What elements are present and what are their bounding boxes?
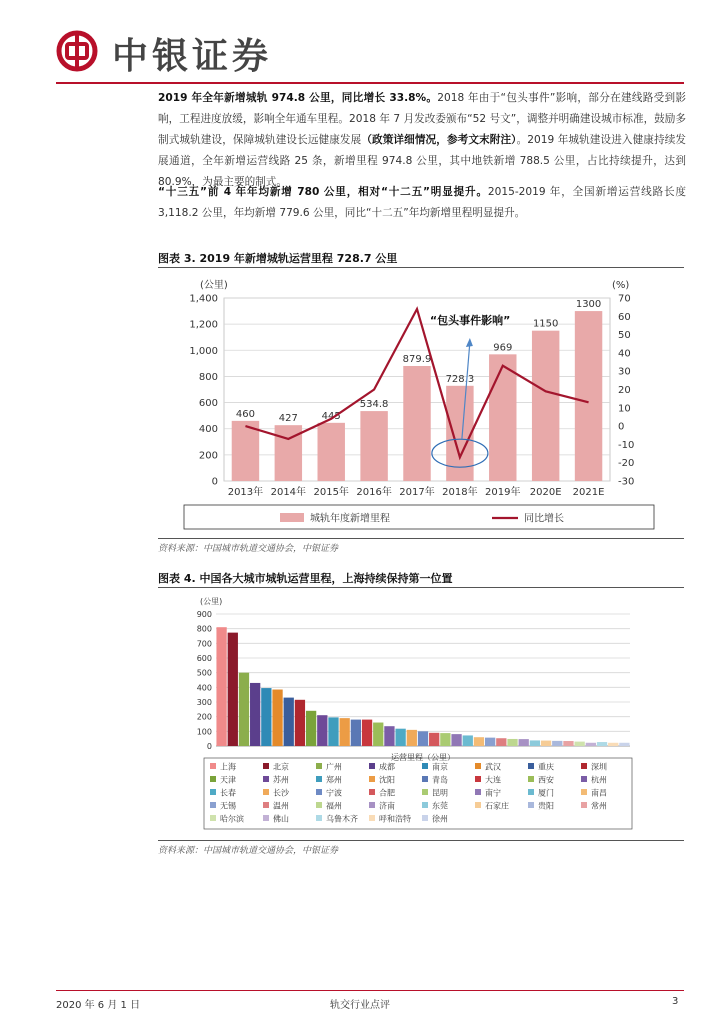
y2-tick-label: -10: [618, 439, 635, 451]
legend-swatch: [369, 789, 375, 795]
legend-swatch: [210, 776, 216, 782]
legend-swatch: [316, 776, 322, 782]
annotation-label: “包头事件影响”: [429, 314, 511, 327]
legend-label: 城轨年度新增里程: [310, 513, 390, 525]
legend-label: 南宁: [485, 788, 501, 798]
y-tick-label: 100: [196, 727, 212, 737]
y-tick-label: 800: [198, 371, 218, 383]
bar: [489, 354, 516, 481]
figure-4-bottom-rule: [158, 840, 684, 841]
legend-swatch: [528, 802, 534, 808]
legend-label: 成都: [379, 762, 395, 772]
footer-divider: [56, 990, 684, 991]
legend-label: 宁波: [326, 788, 342, 798]
city-bar: [552, 741, 562, 746]
city-bar: [463, 735, 473, 746]
y-tick-label: 0: [206, 742, 212, 751]
legend-swatch: [422, 815, 428, 821]
legend-label: 石家庄: [485, 801, 509, 811]
legend-swatch: [369, 763, 375, 769]
city-bar: [295, 700, 305, 746]
city-bar: [362, 720, 372, 746]
city-bar: [485, 738, 495, 746]
legend-label: 昆明: [432, 788, 448, 798]
legend-swatch: [210, 789, 216, 795]
y2-tick-label: 30: [618, 366, 631, 378]
city-bar: [429, 733, 439, 746]
legend-label: 郑州: [326, 775, 342, 785]
legend-swatch: [581, 776, 587, 782]
city-bar: [250, 683, 260, 746]
data-label: 427: [278, 413, 298, 425]
y2-tick-label: 60: [618, 311, 631, 323]
y-tick-label: 200: [198, 450, 218, 462]
legend-label: 哈尔滨: [220, 814, 244, 824]
bar: [575, 311, 602, 481]
legend-label: 大连: [485, 775, 501, 785]
y-tick-label: 200: [196, 712, 212, 722]
legend-swatch: [528, 763, 534, 769]
legend-swatch: [263, 776, 269, 782]
bar: [403, 366, 430, 481]
data-label: 1300: [575, 299, 602, 311]
data-label: 534.8: [359, 399, 389, 411]
brand-name: 中银证券: [112, 35, 273, 77]
x-tick-label: 2021E: [572, 487, 605, 498]
paragraph-lead: 2019 年全年新增城轨 974.8 公里，同比增长 33.8%。: [158, 92, 438, 104]
legend-label: 贵阳: [538, 801, 554, 811]
y-tick-label: 300: [196, 698, 212, 707]
legend-label: 长春: [220, 788, 236, 798]
legend-swatch: [263, 815, 269, 821]
legend-label: 沈阳: [379, 775, 395, 785]
city-bar: [608, 743, 618, 746]
legend-label: 南昌: [591, 788, 607, 798]
city-bar: [395, 729, 405, 746]
city-bar: [519, 739, 529, 746]
y-axis-label: (公里): [200, 597, 223, 606]
y-tick-label: 0: [211, 476, 218, 488]
legend-label: 呼和浩特: [379, 814, 411, 824]
x-tick-label: 2015年: [313, 487, 349, 498]
bar: [360, 411, 387, 481]
legend-swatch: [475, 802, 481, 808]
y-tick-label: 1,200: [189, 319, 218, 331]
legend-swatch: [210, 763, 216, 769]
legend-label: 青岛: [432, 775, 448, 785]
legend-swatch: [581, 802, 587, 808]
figure-3-bottom-rule: [158, 538, 684, 539]
y2-tick-label: 50: [618, 330, 631, 342]
legend-swatch: [528, 789, 534, 795]
x-tick-label: 2020E: [529, 487, 562, 498]
x-tick-label: 2018年: [442, 487, 478, 498]
city-bar: [541, 741, 551, 746]
y2-tick-label: 10: [618, 403, 631, 415]
legend-label: 上海: [220, 762, 236, 772]
legend-swatch: [422, 763, 428, 769]
y-tick-label: 900: [196, 610, 212, 619]
legend-label: 厦门: [538, 788, 554, 798]
city-bar: [373, 723, 383, 746]
y2-tick-label: 20: [618, 385, 631, 396]
city-bar: [440, 733, 450, 746]
header-divider: [56, 82, 684, 84]
legend-label: 乌鲁木齐: [326, 814, 358, 824]
legend-label: 东莞: [432, 801, 448, 811]
legend-swatch: [316, 763, 322, 769]
y-tick-label: 1,400: [189, 293, 218, 305]
legend-label: 济南: [379, 801, 395, 811]
y-tick-label: 800: [196, 624, 212, 634]
legend-swatch: [422, 776, 428, 782]
x-tick-label: 2013年: [227, 487, 264, 498]
x-tick-label: 2019年: [485, 487, 521, 498]
y2-tick-label: -20: [618, 458, 635, 470]
legend-swatch: [581, 789, 587, 795]
y-tick-label: 1,000: [189, 345, 218, 357]
city-bar: [597, 742, 607, 746]
legend-swatch: [581, 763, 587, 769]
legend-label: 杭州: [591, 775, 607, 785]
city-bar: [284, 698, 294, 746]
legend-label: 武汉: [485, 762, 501, 772]
legend-swatch-bar: [280, 513, 304, 522]
legend-label: 长沙: [273, 788, 289, 798]
legend-label: 重庆: [538, 762, 554, 772]
city-bar: [306, 711, 316, 746]
page-number: 3: [672, 996, 679, 1007]
y2-tick-label: 70: [618, 293, 631, 305]
legend-label: 西安: [538, 775, 554, 785]
legend-swatch: [210, 802, 216, 808]
legend-swatch: [369, 815, 375, 821]
city-bar: [496, 738, 506, 746]
city-bar: [261, 688, 271, 746]
figure-3-source: 资料来源：中国城市轨道交通协会，中银证券: [158, 544, 339, 554]
x-tick-label: 2016年: [356, 487, 392, 498]
legend-label: 苏州: [273, 775, 289, 785]
legend-swatch: [369, 776, 375, 782]
legend-swatch: [369, 802, 375, 808]
city-bar: [619, 743, 629, 746]
city-bar: [451, 734, 461, 746]
city-bar: [272, 690, 282, 746]
footer-section: 轨交行业点评: [330, 1000, 390, 1011]
legend-label: 福州: [326, 801, 342, 811]
legend-label: 温州: [273, 801, 289, 811]
legend-box: [184, 505, 654, 529]
figure-3-chart: [158, 272, 684, 536]
figure-4-source: 资料来源：中国城市轨道交通协会，中银证券: [158, 846, 339, 856]
legend-label: 北京: [273, 762, 289, 772]
paragraph-text: 2018 年由于“包头事件”影响，部分在建线路受到影响，工程进度放缓，影响全年通车里程。2018 年 7 月发改委颁布“52 号文”，调整并明确建设城市标准，鼓励多制式城轨建设，保障城轨建设长远健康发展: [158, 92, 686, 146]
city-bar: [507, 739, 517, 746]
y2-tick-label: 40: [618, 348, 631, 360]
y-tick-label: 600: [198, 398, 218, 410]
city-bar: [328, 717, 338, 746]
city-bar: [575, 742, 585, 746]
figure-4-top-rule: [158, 587, 684, 588]
y-axis-label: (公里): [200, 280, 228, 291]
legend-label: 佛山: [273, 814, 289, 824]
city-bar: [351, 720, 361, 746]
legend-swatch: [263, 789, 269, 795]
paragraph-tail: 。2019 年城轨建设进入健康持续发展通道，全年新增运营线路 25 条，新增里程 974.8 公里，其中地铁新增 788.5 公里，占比持续提升，达到 80.9%，为最主要的制式。: [158, 134, 687, 188]
legend-label: 天津: [220, 775, 236, 785]
city-bar: [418, 731, 428, 746]
city-bar: [474, 737, 484, 746]
legend-swatch: [210, 815, 216, 821]
data-label: 879.9: [402, 353, 432, 365]
city-bar: [317, 715, 327, 746]
city-bar: [530, 740, 540, 746]
legend-swatch: [422, 802, 428, 808]
data-label: 460: [235, 408, 255, 420]
paragraph-policy-note: （政策详细情况，参考文末附注）: [361, 134, 517, 146]
city-bar: [239, 673, 249, 746]
bank-of-china-logo-icon: [56, 30, 98, 72]
legend-label: 广州: [326, 762, 342, 772]
legend-swatch: [528, 776, 534, 782]
legend-label: 徐州: [432, 814, 448, 824]
legend-label: 合肥: [379, 788, 395, 798]
legend-swatch: [263, 763, 269, 769]
paragraph-text: 2015-2019 年，全国新增运营线路长度 3,118.2 公里，年均新增 779.6 公里，同比“十二五”年均新增里程明显提升。: [158, 186, 686, 219]
city-bar: [384, 726, 394, 746]
figure-4-chart: [158, 590, 684, 838]
footer-date: 2020 年 6 月 1 日: [56, 1000, 141, 1011]
legend-swatch: [475, 789, 481, 795]
city-bar: [228, 633, 238, 746]
paragraph-2019-growth: [158, 88, 686, 193]
legend-swatch: [316, 789, 322, 795]
legend-swatch: [316, 815, 322, 821]
legend-label: 南京: [432, 762, 448, 772]
figure-3-top-rule: [158, 267, 684, 268]
city-bar: [216, 627, 226, 746]
bar: [532, 331, 559, 481]
legend-swatch: [316, 802, 322, 808]
y-tick-label: 500: [196, 668, 212, 678]
x-tick-label: 2017年: [399, 487, 435, 498]
x-axis-label: 运营里程（公里）: [391, 753, 455, 762]
legend-swatch: [475, 763, 481, 769]
y2-tick-label: 0: [618, 421, 625, 433]
legend-label: 同比增长: [524, 513, 564, 525]
figure-4-title: 图表 4. 中国各大城市城轨运营里程，上海持续保持第一位置: [158, 572, 453, 585]
city-bar: [563, 741, 573, 746]
city-bar: [407, 730, 417, 746]
figure-3-title: 图表 3. 2019 年新增城轨运营里程 728.7 公里: [158, 252, 398, 265]
legend-label: 深圳: [591, 762, 607, 772]
legend-label: 常州: [591, 801, 607, 811]
data-label: 969: [493, 342, 513, 354]
legend-swatch: [422, 789, 428, 795]
data-label: 445: [321, 410, 341, 422]
legend-swatch: [263, 802, 269, 808]
x-tick-label: 2014年: [270, 487, 307, 498]
paragraph-lead: “十三五”前 4 年年均新增 780 公里，相对“十二五”明显提升。: [158, 186, 488, 198]
y-tick-label: 400: [196, 683, 212, 693]
legend-label: 无锡: [220, 801, 236, 811]
city-bar: [586, 743, 596, 746]
y-tick-label: 400: [198, 424, 218, 436]
legend-swatch: [475, 776, 481, 782]
y-tick-label: 600: [196, 654, 212, 663]
y-tick-label: 700: [196, 639, 212, 649]
y2-tick-label: -30: [618, 476, 635, 488]
bar: [317, 423, 344, 481]
data-label: 1150: [532, 318, 559, 330]
city-bar: [340, 718, 350, 746]
y2-axis-label: (%): [612, 280, 630, 291]
paragraph-13th-five-year: [158, 182, 686, 224]
data-label: 728.3: [445, 373, 475, 385]
